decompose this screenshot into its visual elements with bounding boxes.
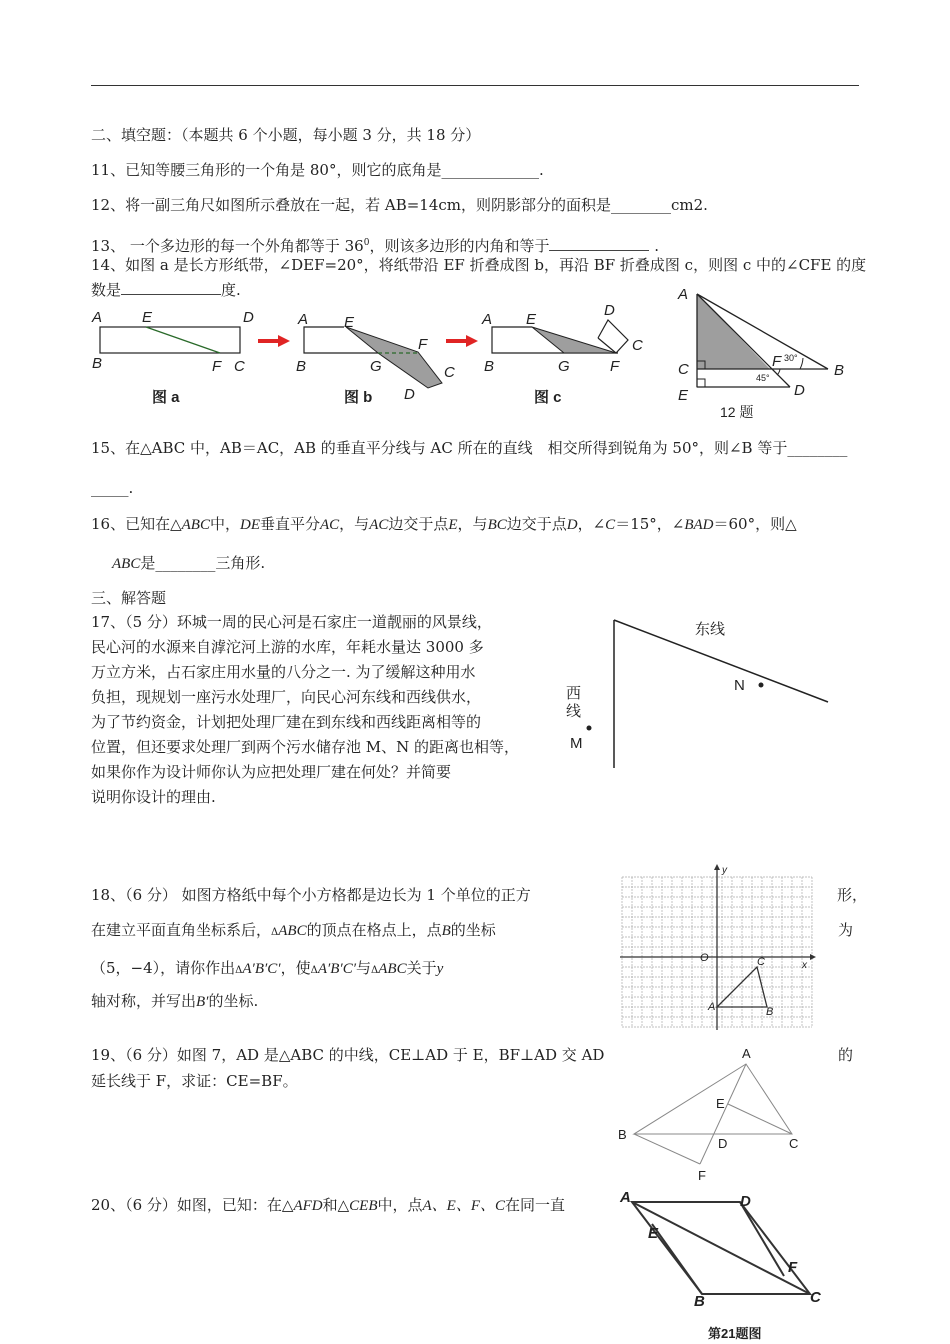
fig-b-caption: 图 b (344, 389, 373, 406)
q18-grid-figure (610, 860, 825, 1035)
fig20-label-F: F (788, 1259, 798, 1276)
west-line-label-2: 线 (566, 703, 582, 720)
q16-ac1: AC (320, 517, 340, 533)
q13-blank (549, 236, 649, 251)
q18-line-1: 18、（6 分） 如图方格纸中每个小方格都是边长为 1 个单位的正方 (91, 886, 531, 904)
q19-line-1-end: 的 (838, 1046, 854, 1064)
point-M (587, 726, 592, 731)
q16-p8: ，∠ (577, 515, 606, 533)
q12-label-F: F (772, 353, 782, 370)
q20-p2: 和△ (322, 1196, 350, 1214)
fig-b-label-B: B (296, 358, 307, 375)
q17-line-1: 17、（5 分）环城一周的民心河是石家庄一道靓丽的风景线， (91, 613, 492, 631)
q18-line-2-end: 为 (838, 921, 854, 939)
q12-label-B: B (834, 362, 845, 379)
fig-c-label-G: G (558, 358, 570, 375)
q16-p11: 是________三角形. (140, 554, 266, 572)
q17-line-3: 万立方米，占石家庄用水量的八分之一. 为了缓解这种用水 (91, 663, 476, 681)
question-15-line2: _____. (91, 479, 134, 497)
q12-label-A: A (678, 286, 689, 303)
q12-angle-45: 45° (756, 373, 770, 383)
fig-a-strip (100, 327, 240, 353)
q18-l3c: 与 (356, 959, 372, 977)
q16-p9: ＝15°，∠ (615, 515, 685, 533)
question-12: 12、将一副三角尺如图所示叠放在一起，若 AB=14cm，则阴影部分的面积是________cm2. (91, 196, 708, 214)
fig19-label-F: F (698, 1168, 706, 1183)
q20-afd: AFD (293, 1198, 323, 1214)
q18-tri4: Δ (371, 965, 379, 976)
point-N (759, 683, 764, 688)
q16-p3: 垂直平分 (259, 515, 320, 533)
q19-line-2: 延长线于 F，求证：CE=BF。 (91, 1072, 298, 1090)
fig19-label-D: D (718, 1136, 728, 1151)
q18-l4a: 轴对称，并写出 (91, 992, 197, 1010)
q18-abcp: A′B′C′ (242, 961, 281, 977)
q16-bad: BAD (684, 517, 714, 533)
fig-a-label-D: D (243, 309, 254, 326)
q13-text-a: 13、 一个多边形的每一个外角都等于 36 (91, 237, 364, 255)
q20-p1: 20、（6 分）如图，已知：在△ (91, 1196, 294, 1214)
q18-line-3 (91, 958, 443, 981)
q16-abc: ABC (181, 517, 210, 533)
q12-caption: 12 题 (720, 404, 754, 420)
q18-abcp2: A′B′C′ (317, 961, 357, 977)
q12-label-D: D (794, 382, 805, 399)
fig19-label-C: C (789, 1136, 799, 1151)
q17-figure (560, 612, 850, 772)
diagonal-AC (632, 1202, 810, 1294)
q18-l2a: 在建立平面直角坐标系后， (91, 921, 272, 939)
q18-l4b: 的坐标. (208, 992, 259, 1010)
question-14-line1: 14、如图 a 是长方形纸带，∠DEF=20°，将纸带沿 EF 折叠成图 b，再沿 BF 折叠成图 c，则图 c 中的∠CFE 的度 (91, 256, 867, 274)
axis-y-label: y (722, 865, 727, 876)
line-BF (634, 1134, 700, 1164)
q16-p4: ，与 (339, 515, 370, 533)
q20-p3: 中，点 (377, 1196, 423, 1214)
fig-c-flap (598, 320, 628, 353)
fig-b-label-C: C (444, 364, 455, 381)
q16-ac2: AC (369, 517, 389, 533)
q18-line-1-end: 形， (837, 886, 868, 904)
fig-b-label-A: A (298, 311, 309, 328)
q20-p4: 在同一直 (505, 1196, 566, 1214)
q16-p2: 中， (209, 515, 240, 533)
fig20-label-A: A (620, 1189, 631, 1206)
q13-sup: 0 (363, 238, 370, 248)
q12-label-C: C (678, 361, 689, 378)
axis-x-label: x (802, 960, 807, 971)
fig-c-label-C: C (632, 337, 643, 354)
east-line-label: 东线 (695, 621, 726, 638)
fig19-label-E: E (716, 1096, 725, 1111)
label-M: M (570, 735, 583, 752)
arrow-a-to-b (258, 335, 290, 347)
fig20-label-D: D (740, 1193, 751, 1210)
fig-a-caption: 图 a (152, 389, 180, 406)
q16-bc: BC (487, 517, 507, 533)
fig-c (481, 302, 643, 406)
q16-d: D (566, 517, 578, 533)
fig-a-label-E: E (142, 309, 153, 326)
q18-l2c: 的坐标 (450, 921, 496, 939)
fig-a-label-A: A (92, 309, 103, 326)
question-13 (91, 233, 659, 256)
fig-b (296, 311, 455, 406)
q20-ceb: CEB (349, 1198, 378, 1214)
segment-DF (740, 1202, 784, 1276)
fig-a (91, 309, 254, 406)
triangle-ABC (634, 1064, 792, 1134)
question-14-line2 (91, 280, 241, 300)
fig-b-label-G: G (370, 358, 382, 375)
question-16-line2 (112, 553, 265, 574)
question-11: 11、已知等腰三角形的一个角是 80°，则它的底角是_____________. (91, 161, 544, 179)
west-line-label-1: 西 (566, 685, 582, 702)
q18-l3d: 关于 (406, 959, 437, 977)
q16-p5: 边交于点 (388, 515, 449, 533)
q17-line-4: 负担，现规划一座污水处理厂，向民心河东线和西线供水， (91, 688, 482, 706)
q16-p10: ＝60°，则△ (713, 515, 797, 533)
q18-l3a: （5，−4），请你作出 (91, 959, 236, 977)
fig-a-fold-line (146, 327, 220, 353)
q16-p7: 边交于点 (506, 515, 567, 533)
q18-line-2 (91, 920, 496, 943)
label-N: N (734, 677, 745, 694)
q19-line-1: 19、（6 分）如图 7，AD 是△ABC 的中线，CE⊥AD 于 E，BF⊥AD 交 AD (91, 1046, 605, 1064)
section2-heading: 二、填空题：（本题共 6 个小题，每小题 3 分，共 18 分） (91, 126, 481, 144)
q16-c: C (605, 517, 616, 533)
q18-abc2: ABC (378, 961, 407, 977)
fig20-caption: 第21题图 (708, 1326, 762, 1341)
q16-p6: ，与 (457, 515, 488, 533)
header-rule (91, 85, 859, 86)
grid-label-C: C (757, 956, 765, 968)
fig-b-label-E: E (344, 314, 355, 331)
grid-label-B: B (766, 1006, 774, 1018)
q17-line-6: 位置，但还要求处理厂到两个污水储存池 M、N 的距离也相等， (91, 738, 520, 756)
q14-line2b: 度. (221, 281, 241, 299)
fig-b-label-F: F (418, 336, 428, 353)
fig-a-label-F: F (212, 358, 222, 375)
q18-l2b: 的顶点在格点上，点 (306, 921, 442, 939)
fig19-label-A: A (742, 1046, 751, 1061)
fig20-label-C: C (810, 1289, 821, 1306)
q19-figure (612, 1042, 812, 1187)
fig-c-label-D: D (604, 302, 615, 319)
q17-line-7: 如果你作为设计师你认为应把处理厂建在何处？并简要 (91, 763, 452, 781)
fig-c-label-E: E (526, 311, 537, 328)
fig-a-label-B: B (92, 355, 103, 372)
fig-c-caption: 图 c (534, 389, 562, 406)
q16-p1: 16、已知在△ (91, 515, 182, 533)
grid-label-A: A (708, 1001, 716, 1013)
origin-label: O (700, 952, 709, 964)
fig-b-label-D: D (404, 386, 415, 403)
q14-figures (88, 300, 663, 410)
fig-c-label-F: F (610, 358, 620, 375)
q17-line-2: 民心河的水源来自滹沱河上游的水库，年耗水量达 3000 多 (91, 638, 484, 656)
q18-bp: B′ (196, 994, 209, 1010)
q20-figure (612, 1186, 832, 1342)
q18-y: y (436, 961, 444, 977)
q18-l3b: ，使 (280, 959, 311, 977)
fig-c-fold (532, 327, 616, 353)
arrow-b-to-c (446, 335, 478, 347)
fig20-label-E: E (648, 1225, 659, 1242)
q16-e: E (448, 517, 458, 533)
q17-line-5: 为了节约资金，计划把处理厂建在到东线和西线距离相等的 (91, 713, 482, 731)
question-16-line1 (91, 514, 797, 535)
q16-de: DE (239, 517, 260, 533)
q17-line-8: 说明你设计的理由. (91, 788, 216, 806)
fig20-label-B: B (694, 1293, 705, 1310)
fig-c-label-A: A (482, 311, 493, 328)
q18-triangle: Δ (271, 927, 279, 938)
q18-tri3: Δ (310, 965, 318, 976)
fig19-label-B: B (618, 1127, 627, 1142)
q14-line2a: 数是 (91, 281, 122, 299)
q18-b: B (441, 923, 451, 939)
fig-b-fold (346, 327, 442, 388)
q12-label-E: E (678, 387, 689, 404)
fig-a-label-C: C (234, 358, 245, 375)
q14-blank (121, 280, 221, 295)
fig-c-label-B: B (484, 358, 495, 375)
q13-text-b: ，则该多边形的内角和等于 (369, 237, 550, 255)
q12-figure (670, 282, 855, 424)
q20-line-1 (91, 1195, 565, 1216)
section3-heading: 三、解答题 (91, 589, 167, 607)
q18-abc: ABC (278, 923, 307, 939)
q18-line-4 (91, 991, 258, 1012)
q16-abc2: ABC (112, 556, 141, 572)
q20-points: A、E、F、C (422, 1198, 506, 1214)
q13-tail: . (654, 237, 660, 255)
q12-angle-30: 30° (784, 353, 798, 363)
question-15-line1: 15、在△ABC 中，AB＝AC，AB 的垂直平分线与 AC 所在的直线 相交所得到锐角为 50°，则∠B 等于________ (91, 439, 848, 457)
q18-tri2: Δ (235, 965, 243, 976)
